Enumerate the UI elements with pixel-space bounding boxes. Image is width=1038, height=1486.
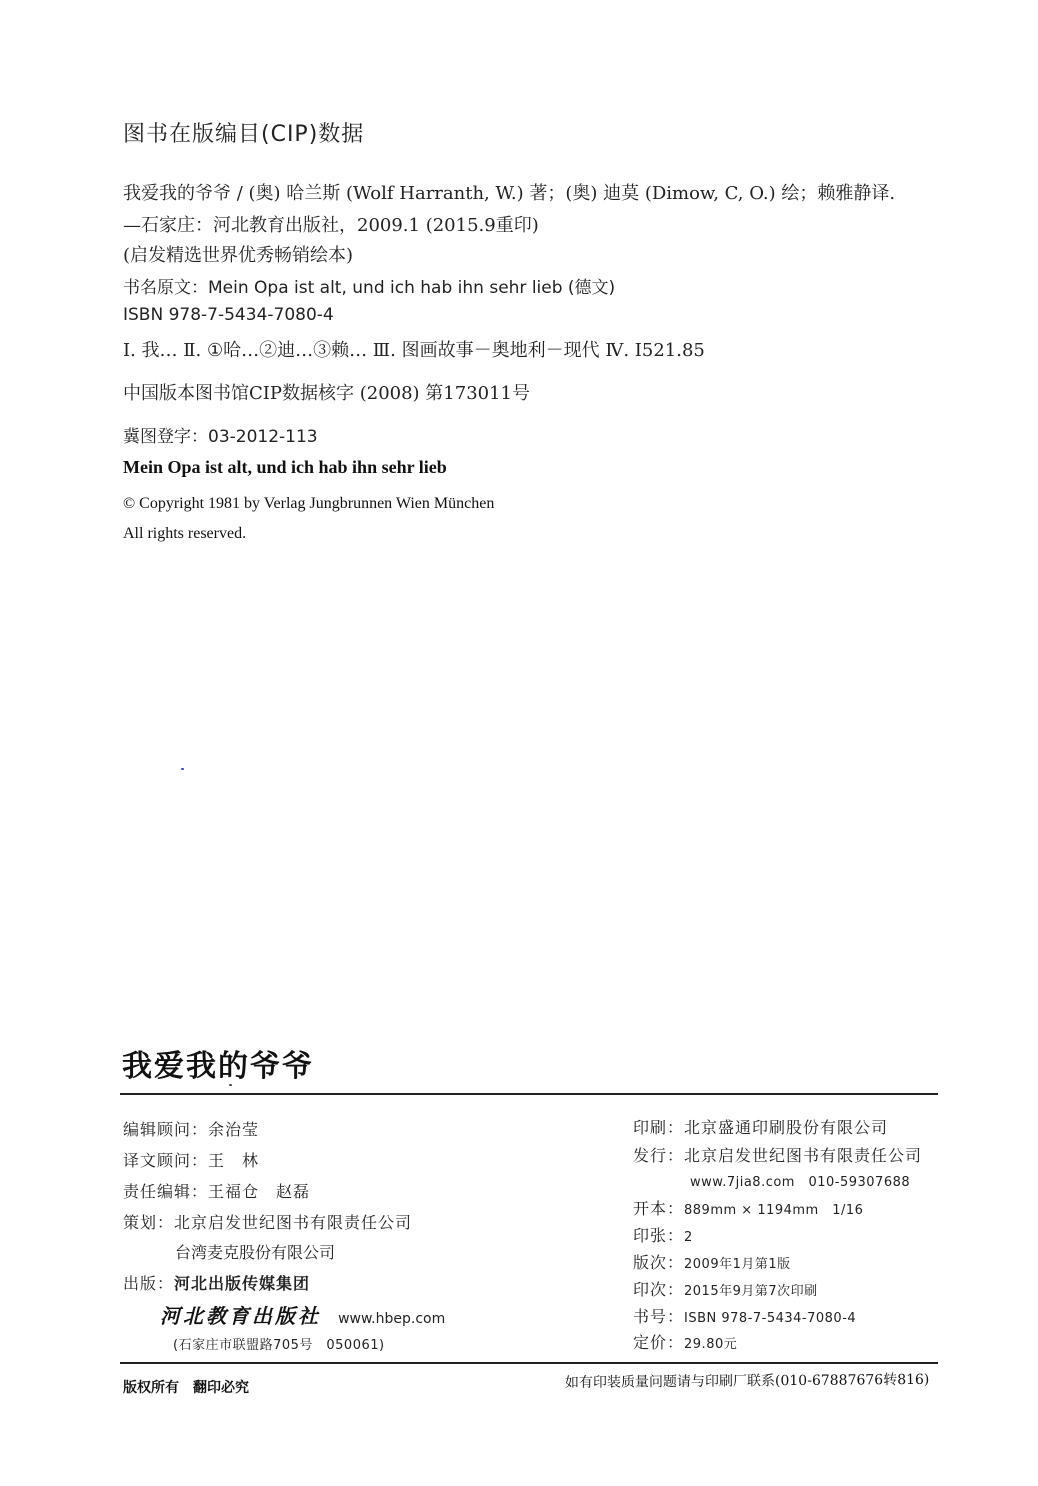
print-value: 北京盛通印刷股份有限公司: [684, 1118, 889, 1137]
registration-number: 冀图登字：03-2012-113: [123, 427, 318, 447]
price-label: 定价：: [633, 1333, 685, 1352]
translation-advisor-label: 译文顾问：: [123, 1151, 209, 1170]
distribution-row: [633, 1143, 922, 1166]
editor-row: [123, 1179, 310, 1202]
editorial-advisor-label: 编辑顾问：: [123, 1120, 209, 1139]
divider-bottom: [120, 1362, 938, 1364]
publisher-group: 河北出版传媒集团: [174, 1274, 311, 1293]
edition-label: 版次：: [633, 1253, 685, 1272]
cip-line-1: 我爱我的爷爷 / (奥) 哈兰斯 (Wolf Harranth, W.) 著；(奥) 迪莫 (Dimow, C, O.) 绘；赖雅静译.: [123, 183, 896, 204]
price-value: 29.80元: [684, 1337, 738, 1352]
isbn-label: 书号：: [633, 1307, 685, 1326]
copyright-line: © Copyright 1981 by Verlag Jungbrunnen Wien München: [123, 495, 495, 512]
divider-top: [120, 1093, 938, 1095]
rights-line: All rights reserved.: [123, 525, 247, 542]
cip-line-5: ISBN 978-7-5434-7080-4: [123, 305, 334, 325]
isbn-row: [633, 1304, 856, 1327]
footer-quality-notice: 如有印装质量问题请与印刷厂联系(010-67887676转816): [564, 1371, 930, 1391]
sheets-value: 2: [684, 1230, 693, 1245]
distribution-value: 北京启发世纪图书有限责任公司: [684, 1146, 923, 1165]
footer-rights: 版权所有 翻印必究: [123, 1380, 249, 1396]
original-title: Mein Opa ist alt, und ich hab ihn sehr lieb: [123, 457, 447, 477]
editorial-advisor-value: 余治莹: [208, 1120, 260, 1139]
translation-advisor-row: [123, 1148, 259, 1171]
book-title: 我爱我的爷爷: [122, 1049, 314, 1084]
cip-line-2: —石家庄：河北教育出版社，2009.1 (2015.9重印): [123, 215, 539, 236]
editorial-advisor-row: [123, 1117, 259, 1140]
cip-heading: 图书在版编目(CIP)数据: [123, 122, 365, 147]
impression-label: 印次：: [633, 1280, 685, 1299]
publisher-url: www.hbep.com: [338, 1311, 446, 1327]
sheets-label: 印张：: [633, 1226, 685, 1245]
edition-row: [633, 1250, 791, 1273]
impression-row: [633, 1277, 818, 1300]
distribution-label: 发行：: [633, 1146, 685, 1165]
print-label: 印刷：: [633, 1118, 685, 1137]
planning-row: [123, 1210, 412, 1233]
price-row: [633, 1330, 737, 1353]
impression-value: 2015年9月第7次印刷: [684, 1284, 818, 1299]
editor-label: 责任编辑：: [123, 1182, 209, 1201]
print-row: [633, 1115, 888, 1138]
translation-advisor-value: 王 林: [208, 1151, 260, 1170]
format-value: 889mm × 1194mm 1/16: [684, 1203, 864, 1218]
publisher-row: [123, 1271, 310, 1294]
planning-value-1: 北京启发世纪图书有限责任公司: [174, 1213, 413, 1232]
cip-number: 中国版本图书馆CIP数据核字 (2008) 第173011号: [123, 383, 531, 404]
cip-line-3: (启发精选世界优秀畅销绘本): [123, 245, 354, 266]
distribution-contact: www.7jia8.com 010-59307688: [690, 1175, 911, 1190]
sheets-row: [633, 1223, 693, 1246]
isbn-value: ISBN 978-7-5434-7080-4: [684, 1311, 857, 1326]
cip-line-4: 书名原文：Mein Opa ist alt, und ich hab ihn sehr lieb (德文): [123, 278, 616, 298]
planning-label: 策划：: [123, 1213, 175, 1232]
editor-value: 王福仓 赵磊: [208, 1182, 311, 1201]
format-label: 开本：: [633, 1199, 685, 1218]
planning-value-2: 台湾麦克股份有限公司: [175, 1243, 336, 1262]
publisher-logo-row: [160, 1300, 445, 1329]
scan-speck: [181, 768, 184, 770]
edition-value: 2009年1月第1版: [684, 1257, 791, 1272]
cip-line-6: Ⅰ. 我… Ⅱ. ①哈…②迪…③赖… Ⅲ. 图画故事－奥地利－现代 Ⅳ. I521.85: [123, 340, 705, 361]
publisher-address: (石家庄市联盟路705号 050061): [173, 1338, 385, 1353]
publisher-logo: 河北教育出版社: [160, 1304, 321, 1328]
format-row: [633, 1196, 863, 1219]
publisher-label: 出版：: [123, 1274, 175, 1293]
